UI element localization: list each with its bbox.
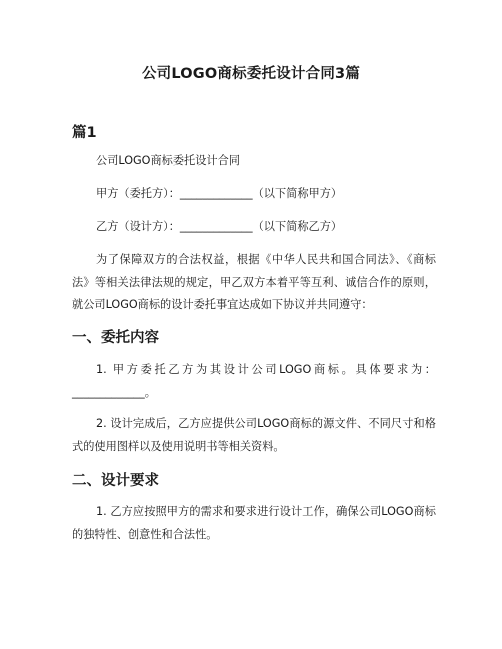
party-b-line: 乙方（设计方）：_____________（以下简称乙方）	[96, 220, 343, 233]
contract-name: 公司LOGO商标委托设计合同	[96, 154, 240, 167]
preamble-paragraph: 为了保障双方的合法权益，根据《中华人民共和国合同法》、《商标法》等相关法律法规的规定，甲乙双方本着平等互利、诚信合作的原则，就公司LOGO商标的设计委托事宜达成如下协议并共同遵守：	[72, 253, 436, 311]
section-heading-2: 二、设计要求	[72, 473, 159, 489]
section1-item1: 1. 甲方委托乙方为其设计公司LOGO商标。具体要求为：_____________。	[72, 363, 436, 399]
part-heading: 篇1	[72, 125, 97, 141]
section1-item2: 2. 设计完成后，乙方应提供公司LOGO商标的源文件、不同尺寸和格式的使用图样以及使用说明书等相关资料。	[72, 417, 436, 453]
party-a-line: 甲方（委托方）：_____________（以下简称甲方）	[96, 187, 343, 200]
section2-item1: 1. 乙方应按照甲方的需求和要求进行设计工作，确保公司LOGO商标的独特性、创意性和合法性。	[72, 505, 436, 541]
document-title: 公司LOGO商标委托设计合同3篇	[141, 66, 361, 82]
section-heading-1: 一、委托内容	[72, 330, 159, 346]
